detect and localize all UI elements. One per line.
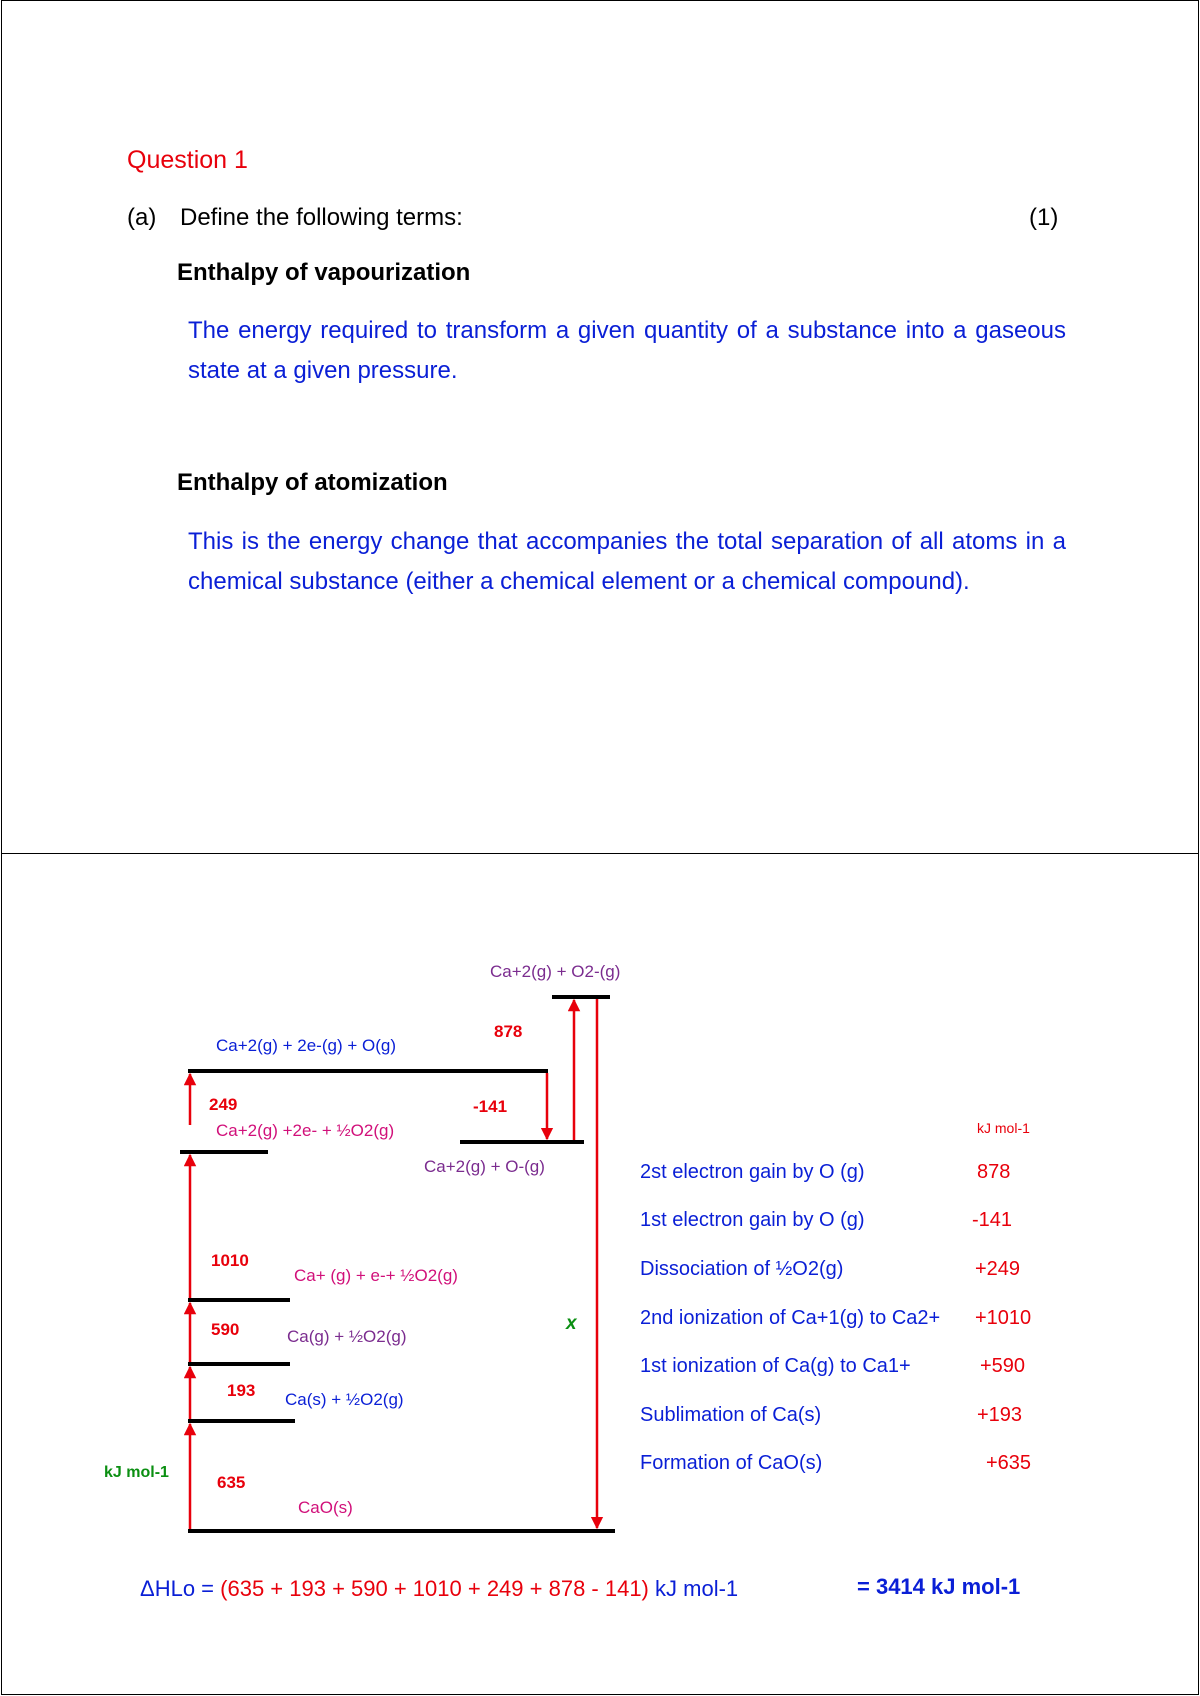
species-o-minus: Ca+2(g) + O-(g) (424, 1157, 545, 1176)
table-row-value: 878 (977, 1161, 1011, 1183)
value-sublimation: 193 (227, 1381, 256, 1400)
table-row-value: +249 (975, 1258, 1021, 1280)
table-row-value: +635 (986, 1452, 1032, 1474)
species-atoms: Ca+2(g) + 2e-(g) + O(g) (216, 1036, 396, 1055)
table-row-value: +590 (980, 1355, 1026, 1377)
marks: (1) (1029, 204, 1059, 231)
table-row-value: -141 (972, 1209, 1013, 1231)
species-ca-gas: Ca(g) + ½O2(g) (287, 1327, 407, 1346)
formula-lhs: ΔHLo = (140, 1576, 215, 1601)
table-row-label: 1st ionization of Ca(g) to Ca1+ (640, 1355, 911, 1377)
unknown-x: x (566, 1313, 577, 1334)
table-row-label: Dissociation of ½O2(g) (640, 1258, 844, 1280)
lattice-result: = 3414 kJ mol-1 (857, 1574, 1021, 1599)
table-row-label: 2nd ionization of Ca+1(g) to Ca2+ (640, 1307, 941, 1329)
value-dissociation: 249 (209, 1095, 238, 1114)
axis-unit: kJ mol-1 (104, 1464, 169, 1481)
part-text: Define the following terms: (180, 204, 463, 231)
species-ca-solid: Ca(s) + ½O2(g) (285, 1390, 404, 1409)
species-cao: CaO(s) (298, 1498, 353, 1517)
table-row-value: +193 (977, 1404, 1023, 1426)
table-row-label: Formation of CaO(s) (640, 1452, 823, 1474)
term-heading: Enthalpy of vapourization (177, 259, 471, 286)
value-first-ea: -141 (473, 1097, 508, 1116)
table-row-label: 2st electron gain by O (g) (640, 1161, 865, 1183)
value-second-ea: 878 (494, 1022, 523, 1041)
term-heading: Enthalpy of atomization (177, 469, 448, 496)
table-row-label: Sublimation of Ca(s) (640, 1404, 822, 1426)
question-title: Question 1 (127, 146, 248, 174)
species-ca-plus: Ca+ (g) + e-+ ½O2(g) (294, 1266, 458, 1285)
species-ions-half-o2: Ca+2(g) +2e- + ½O2(g) (216, 1121, 395, 1140)
table-unit: kJ mol-1 (977, 1120, 1030, 1136)
term-definition: This is the energy change that accompanies the total separation of all atoms in a chemical substance (either a chemical element or a chemical compound). (188, 528, 1066, 595)
term-definition: The energy required to transform a given quantity of a substance into a gaseous state at a given pressure. (188, 317, 1066, 384)
table-row-value: +1010 (975, 1307, 1032, 1329)
lattice-formula (140, 1576, 738, 1602)
formula-unit: kJ mol-1 (655, 1576, 739, 1601)
species-top: Ca+2(g) + O2-(g) (490, 962, 621, 981)
value-second-ie: 1010 (211, 1251, 249, 1270)
value-first-ie: 590 (211, 1320, 240, 1339)
value-formation: 635 (217, 1473, 246, 1492)
formula-expr: (635 + 193 + 590 + 1010 + 249 + 878 - 141) (220, 1576, 649, 1601)
part-label: (a) (127, 204, 157, 231)
table-row-label: 1st electron gain by O (g) (640, 1209, 865, 1231)
